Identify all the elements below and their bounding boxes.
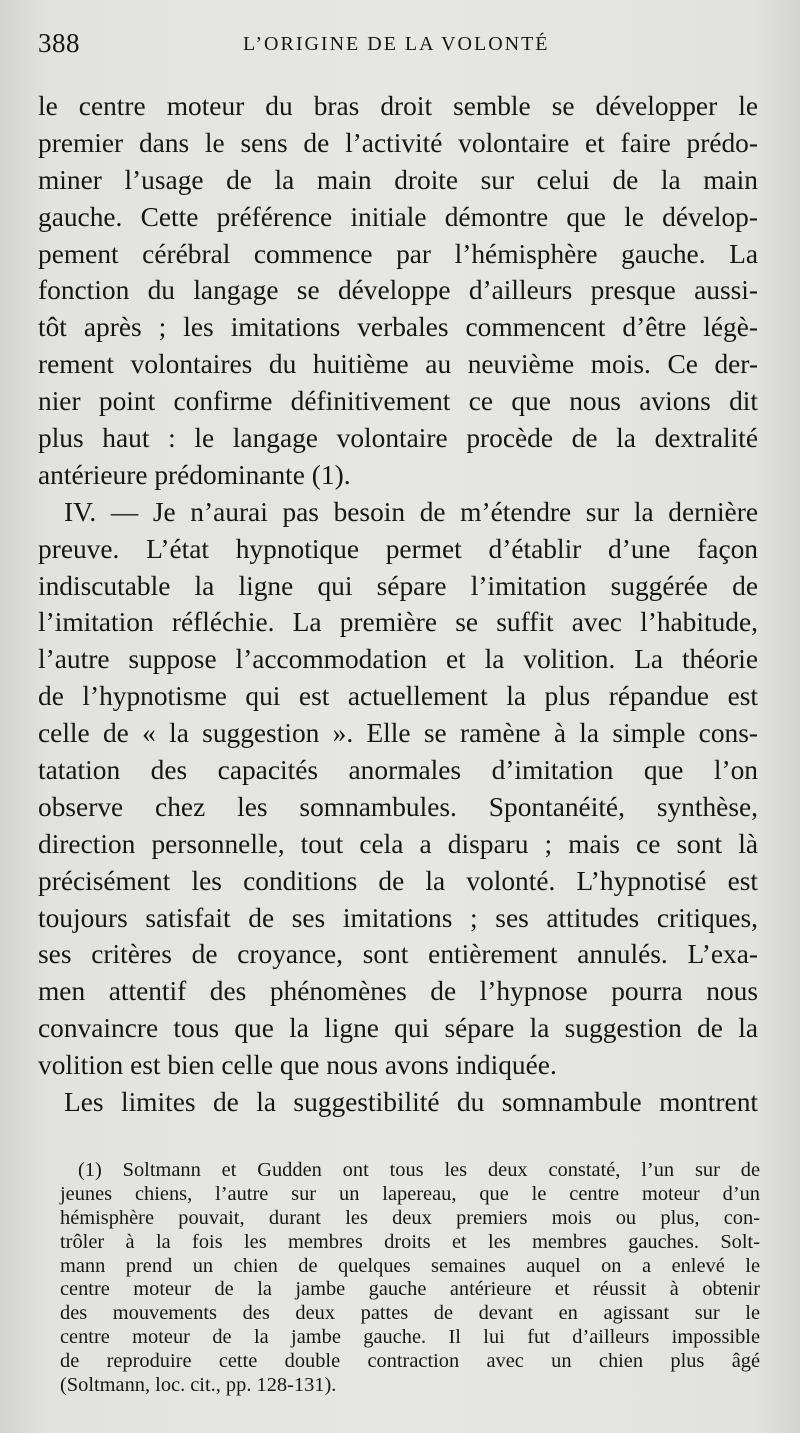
body-line: l’imitation réfléchie. La première se suffit avec l’habitude,	[38, 607, 758, 638]
body-line: antérieure prédominante (1).	[38, 459, 351, 490]
footnote-line: mann prend un chien de quelques semaines auquel on a enlevé le	[60, 1254, 760, 1277]
footnote-line: centre moteur de la jambe gauche. Il lui fut d’ailleurs impossible	[60, 1326, 760, 1349]
body-line: pement cérébral commence par l’hémisphère gauche. La	[38, 238, 758, 269]
body-text	[38, 88, 758, 1121]
body-line: toujours satisfait de ses imitations ; ses attitudes critiques,	[38, 902, 758, 933]
body-line: volition est bien celle que nous avons indiquée.	[38, 1050, 557, 1081]
body-line: plus haut : le langage volontaire procède de la dextralité	[38, 423, 758, 454]
body-line: preuve. L’état hypnotique permet d’établir d’une façon	[38, 533, 758, 564]
footnote-line: (1) Soltmann et Gudden ont tous les deux constaté, l’un sur de	[78, 1159, 760, 1181]
footnote-line: jeunes chiens, l’autre sur un lapereau, que le centre moteur d’un	[60, 1182, 760, 1205]
footnote-line: (Soltmann, loc. cit., pp. 128-131).	[60, 1374, 337, 1397]
body-line: précisément les conditions de la volonté. L’hypnotisé est	[38, 865, 758, 896]
body-line: ses critères de croyance, sont entièrement annulés. L’exa-	[38, 939, 758, 970]
body-line: nier point confirme définitivement ce que nous avions dit	[38, 386, 758, 417]
body-line: fonction du langage se développe d’ailleurs presque aussi-	[38, 275, 758, 306]
footnote-line: trôler à la fois les membres droits et les membres gauches. Solt-	[60, 1230, 760, 1253]
body-line: indiscutable la ligne qui sépare l’imitation suggérée de	[38, 570, 758, 601]
body-line: tatation des capacités anormales d’imitation que l’on	[38, 755, 758, 786]
body-line: convaincre tous que la ligne qui sépare la suggestion de la	[38, 1013, 758, 1044]
body-line: tôt après ; les imitations verbales commencent d’être légè-	[38, 312, 758, 343]
body-line: celle de « la suggestion ». Elle se ramène à la simple cons-	[38, 718, 758, 749]
footnote-line: hémisphère pouvait, durant les deux premiers mois ou plus, con-	[60, 1206, 760, 1229]
body-line: de l’hypnotisme qui est actuellement la plus répandue est	[38, 681, 758, 712]
body-line: premier dans le sens de l’activité volontaire et faire prédo-	[38, 127, 758, 158]
body-line: l’autre suppose l’accommodation et la volition. La théorie	[38, 644, 758, 675]
body-line: miner l’usage de la main droite sur celui de la main	[38, 164, 758, 195]
footnote-line: de reproduire cette double contraction avec un chien plus âgé	[60, 1350, 760, 1373]
body-line: gauche. Cette préférence initiale démontre que le dévelop-	[38, 201, 758, 232]
body-line: observe chez les somnambules. Spontanéité, synthèse,	[38, 791, 758, 822]
body-line: rement volontaires du huitième au neuvième mois. Ce der-	[38, 349, 758, 380]
body-line: le centre moteur du bras droit semble se développer le	[38, 91, 758, 121]
running-head	[38, 28, 758, 68]
footnote	[60, 1159, 760, 1398]
body-line: direction personnelle, tout cela a disparu ; mais ce sont là	[38, 828, 758, 859]
footnote-line: des mouvements des deux pattes de devant en agissant sur le	[60, 1302, 760, 1325]
page-number: 388	[38, 28, 80, 58]
footnote-line: centre moteur de la jambe gauche antérieure et réussit à obtenir	[60, 1278, 760, 1301]
running-title: L’ORIGINE DE LA VOLONTÉ	[243, 33, 550, 55]
body-line: IV. — Je n’aurai pas besoin de m’étendre sur la dernière	[64, 496, 758, 527]
body-line: Les limites de la suggestibilité du somnambule montrent	[64, 1087, 758, 1118]
body-line: men attentif des phénomènes de l’hypnose pourra nous	[38, 976, 758, 1007]
